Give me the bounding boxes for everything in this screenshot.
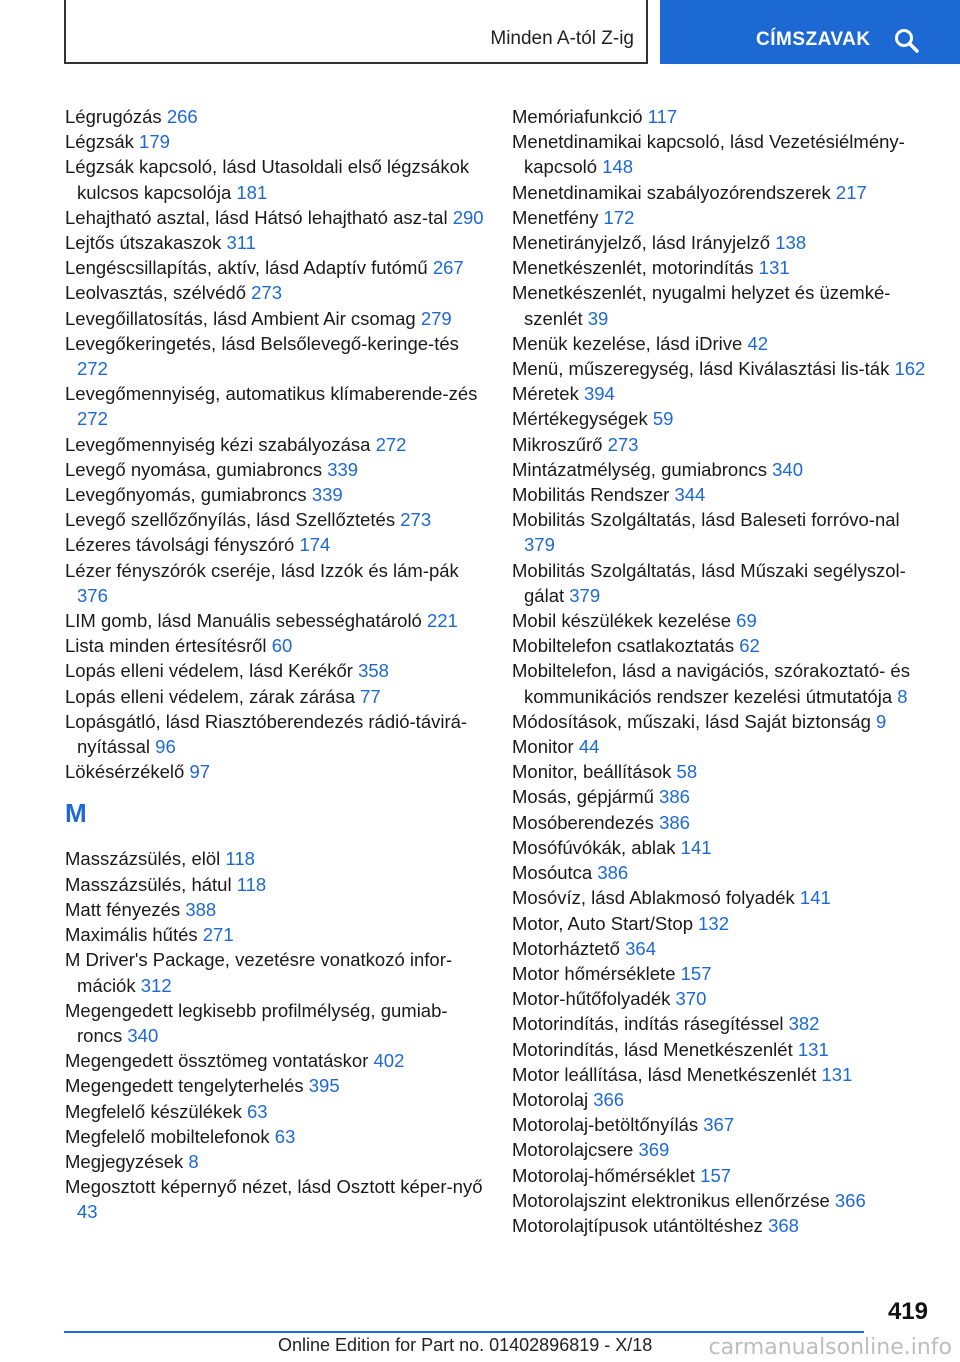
index-entry [512,406,932,431]
index-entry [65,432,485,457]
page-reference-link[interactable]: 266 [166,106,198,127]
page-reference-link[interactable]: 132 [698,912,730,934]
page-reference-link[interactable]: 382 [788,1013,820,1035]
index-entry-text: Mosóutca [512,862,598,884]
index-entry-text: Légzsák kapcsoló, lásd Utasoldali első légzsákok kulcsos kapcsolója [65,156,470,203]
page-reference-link[interactable]: 141 [799,887,831,909]
page-reference-link[interactable]: 221 [426,610,458,632]
page-reference-link[interactable]: 162 [894,358,926,380]
index-entry [512,507,932,557]
index-entry [65,947,485,997]
index-entry [512,1037,932,1062]
index-entry [65,1073,485,1098]
index-entry [512,432,932,457]
page-reference-link[interactable]: 217 [835,181,867,203]
index-entry-text: Motor-hűtőfolyadék [512,988,676,1010]
index-entry [65,633,485,658]
index-entry-text: Menetkészenlét, nyugalmi helyzet és üzemké-szenlét [512,282,891,329]
index-entry-text: Mintázatmélység, gumiabroncs [512,458,773,480]
page-reference-link[interactable]: 8 [188,1150,199,1172]
index-entry-text: Lopás elleni védelem, zárak zárása [65,685,361,707]
index-entry [65,658,485,683]
index-entry [512,1011,932,1036]
page-reference-link[interactable]: 386 [597,862,629,884]
index-entry [65,897,485,922]
index-entry [512,860,932,885]
index-entry-text: Motorolaj-hőmérséklet [512,1164,701,1186]
page-reference-link[interactable]: 117 [647,106,678,127]
page-reference-link[interactable]: 63 [274,1125,296,1147]
index-entry-text: Motor hőmérséklete [512,962,681,984]
page-reference-link[interactable]: 272 [77,408,108,430]
page-reference-link[interactable]: 366 [593,1088,625,1110]
index-entry [65,1099,485,1124]
index-entry [512,1112,932,1137]
index-entry-text: Levegőillatosítás, lásd Ambient Air csomag [65,307,421,329]
page-reference-link[interactable]: 386 [659,811,690,833]
page-reference-link[interactable]: 267 [432,257,464,279]
page-reference-link[interactable]: 44 [578,736,600,758]
index-entry [65,532,485,557]
page-reference-link[interactable]: 273 [251,282,283,304]
index-entry-text: Masszázsülés, hátul [65,873,237,895]
index-entry [512,1213,932,1238]
page-reference-link[interactable]: 157 [680,962,712,984]
index-entry-text: Megfelelő mobiltelefonok [65,1125,275,1147]
index-entry-text: LIM gomb, lásd Manuális sebességhatároló [65,610,427,632]
index-entry-text: Légrugózás [65,106,167,127]
index-entry [65,709,485,759]
index-entry-text: Megengedett legkisebb profilmélység, gumiab-roncs [65,999,448,1046]
index-entry-text: Motorindítás, indítás rásegítéssel [512,1013,789,1035]
page-reference-link[interactable]: 376 [77,584,108,606]
index-entry [512,759,932,784]
index-entry-text: Motorolajcsere [512,1139,639,1161]
index-entry-text: Masszázsülés, elöl [65,848,226,870]
index-entry-text: Légzsák [65,131,140,153]
page-reference-link[interactable]: 62 [739,635,760,657]
page-reference-link[interactable]: 8 [897,685,908,707]
index-entry [65,129,485,154]
index-entry-text: Mosóberendezés [512,811,660,833]
page-reference-link[interactable]: 9 [876,710,887,732]
index-column-right [512,104,932,1238]
page-reference-link[interactable]: 364 [625,937,656,959]
page-reference-link[interactable]: 63 [247,1100,268,1122]
index-entry [65,104,485,129]
page-reference-link[interactable]: 386 [659,786,690,808]
page-reference-link[interactable]: 388 [185,898,217,920]
index-entry-text: Menük kezelése, lásd iDrive [512,332,748,354]
watermark: carmanualsonline.info [708,1335,952,1360]
index-entry [65,331,485,381]
index-entry [65,922,485,947]
page-reference-link[interactable]: 311 [226,232,256,254]
page-reference-link[interactable]: 39 [587,307,609,329]
page-reference-link[interactable]: 339 [311,484,343,506]
page-reference-link[interactable]: 379 [524,534,555,556]
index-entry-text: Motor, Auto Start/Stop [512,912,699,934]
index-entry [512,784,932,809]
index-entry [512,381,932,406]
index-entry-text: Mértékegységek [512,408,653,430]
page-reference-link[interactable]: 131 [797,1038,829,1060]
page-reference-link[interactable]: 369 [638,1139,670,1161]
index-entry [65,684,485,709]
page-reference-link[interactable]: 394 [583,383,615,405]
index-entry [65,1174,485,1224]
index-entry [512,129,932,179]
index-entry-text: Mobiltelefon, lásd a navigációs, szórakoztató- és kommunikációs rendszer kezelési útmutatója [512,660,910,707]
index-entry [512,230,932,255]
index-entry [512,1163,932,1188]
page-reference-link[interactable]: 339 [327,458,359,480]
index-entry-text: Maximális hűtés [65,924,203,946]
page-reference-link[interactable]: 58 [676,761,698,783]
index-entry-text: Lézeres távolsági fényszóró [65,534,300,556]
index-entry [65,846,485,871]
index-entry-text: Mikroszűrő [512,433,608,455]
page-reference-link[interactable]: 272 [77,358,108,380]
index-entry [65,1149,485,1174]
index-entry-text: Menetirányjelző, lásd Irányjelző [512,232,776,254]
index-entry-text: Levegőmennyiség kézi szabályozása [65,433,376,455]
index-entry-text: Mobilitás Szolgáltatás, lásd Műszaki segélyszol-gálat [512,559,906,606]
page-reference-link[interactable]: 340 [127,1024,159,1046]
index-entry [512,331,932,356]
keywords-tab[interactable] [660,0,960,64]
index-entry [65,457,485,482]
page-number: 419 [887,1298,928,1325]
index-entry [512,986,932,1011]
index-entry-text: Lézer fényszórók cseréje, lásd Izzók és lám-pák [65,559,459,581]
page-reference-link[interactable]: 118 [225,848,255,870]
index-entry-text: Mobil készülékek kezelése [512,610,737,632]
page-reference-link[interactable]: 340 [772,458,804,480]
index-entry [65,608,485,633]
index-entry-text: M Driver's Package, vezetésre vonatkozó infor-mációk [65,949,453,996]
index-entry-text: Lehajtható asztal, lásd Hátsó lehajtható asz-tal [65,206,453,228]
index-entry-text: Motorolaj-betöltőnyílás [512,1114,704,1136]
index-entry-text: Módosítások, műszaki, lásd Saját biztonság [512,710,877,732]
index-entry-text: Levegőmennyiség, automatikus klímaberende-zés [65,383,478,405]
index-entry-text: Monitor [512,736,579,758]
page-reference-link[interactable]: 402 [373,1050,405,1072]
page-reference-link[interactable]: 97 [189,761,211,783]
index-list-m-continued [512,104,932,1238]
index-entry [512,835,932,860]
index-entry-text: Menetdinamikai kapcsoló, lásd Vezetésiélmény-kapcsoló [512,131,905,178]
index-column-left [65,104,485,1225]
page-reference-link[interactable]: 43 [77,1201,98,1223]
index-entry-text: Memóriafunkció [512,106,648,127]
index-entry-text: Matt fényezés [65,898,186,920]
index-entry [512,734,932,759]
index-entry [512,104,932,129]
index-entry-text: Lista minden értesítésről [65,635,272,657]
index-entry [65,507,485,532]
page-reference-link[interactable]: 42 [747,332,769,354]
index-entry [512,885,932,910]
index-entry-text: Levegőnyomás, gumiabroncs [65,484,312,506]
index-entry-text: Megengedett össztömeg vontatáskor [65,1050,374,1072]
page-reference-link[interactable]: 118 [236,873,267,895]
index-entry [512,205,932,230]
page-reference-link[interactable]: 279 [420,307,452,329]
index-entry [512,810,932,835]
page-reference-link[interactable]: 395 [308,1075,340,1097]
index-entry [512,1137,932,1162]
index-entry [512,280,932,330]
index-entry-text: Mosófúvókák, ablak [512,836,681,858]
index-entry [65,998,485,1048]
page-reference-link[interactable]: 148 [602,156,634,178]
index-entry [512,1188,932,1213]
index-entry-text: Motorolajtípusok utántöltéshez [512,1214,769,1236]
page-reference-link[interactable]: 344 [674,484,706,506]
index-entry [512,709,932,734]
index-entry [512,961,932,986]
index-entry [512,558,932,608]
keywords-tab-label: CÍMSZAVAK [756,29,871,50]
page-reference-link[interactable]: 157 [700,1164,732,1186]
index-entry-text: Mosóvíz, lásd Ablakmosó folyadék [512,887,800,909]
index-entry-text: Menü, műszeregység, lásd Kiválasztási lis-ták [512,358,895,380]
page-reference-link[interactable]: 179 [139,131,170,153]
index-entry-text: Megfelelő készülékek [65,1100,248,1122]
index-entry-text: Lejtős útszakaszok [65,232,227,254]
page-reference-link[interactable]: 273 [607,433,639,455]
index-entry-text: Lökésérzékelő [65,761,190,783]
page-reference-link[interactable]: 312 [140,974,172,996]
index-entry [512,936,932,961]
index-entry [65,280,485,305]
index-entry-text: Megjegyzések [65,1150,189,1172]
page-reference-link[interactable]: 290 [452,206,484,228]
index-entry [512,911,932,936]
index-entry-text: Megengedett tengelyterhelés [65,1075,309,1097]
index-entry-text: Leolvasztás, szélvédő [65,282,252,304]
page-reference-link[interactable]: 77 [360,685,381,707]
page-reference-link[interactable]: 271 [202,924,234,946]
index-entry-text: Mosás, gépjármű [512,786,660,808]
index-entry-text: Motorolajszint elektronikus ellenőrzése [512,1189,835,1211]
index-entry [512,356,932,381]
index-list-m [65,846,485,1224]
letter-heading: M [65,798,87,829]
index-entry [65,558,485,608]
index-entry [65,482,485,507]
page-reference-link[interactable]: 368 [768,1214,799,1236]
page-reference-link[interactable]: 366 [834,1189,866,1211]
page-reference-link[interactable]: 358 [358,660,389,682]
page-reference-link[interactable]: 138 [775,232,807,254]
index-entry [512,255,932,280]
chapter-title: Minden A-tól Z-ig [490,28,634,49]
index-entry-text: Motor leállítása, lásd Menetkészenlét [512,1063,822,1085]
index-entry [65,381,485,431]
index-entry-text: Mobilitás Rendszer [512,484,675,506]
index-entry [65,255,485,280]
page-reference-link[interactable]: 379 [569,584,601,606]
index-entry-text: Menetkészenlét, motorindítás [512,257,759,279]
page-reference-link[interactable]: 273 [400,509,432,531]
index-entry-text: Méretek [512,383,584,405]
index-entry [512,457,932,482]
index-entry [65,154,485,204]
page-reference-link[interactable]: 131 [821,1063,853,1085]
index-entry-text: Mobiltelefon csatlakoztatás [512,635,740,657]
index-entry-text: Menetdinamikai szabályozórendszerek [512,181,836,203]
index-entry [65,205,485,230]
index-entry-text: Monitor, beállítások [512,761,677,783]
index-entry [512,1087,932,1112]
page-reference-link[interactable]: 367 [703,1114,735,1136]
index-entry [512,608,932,633]
index-list-l [65,104,485,784]
page-reference-link[interactable]: 174 [299,534,331,556]
page-reference-link[interactable]: 181 [236,181,268,203]
index-entry [512,1062,932,1087]
index-entry-text: Levegőkeringetés, lásd Belsőlevegő-keringe-tés [65,332,459,354]
edition-text: Online Edition for Part no. 01402896819 - X/18 [278,1335,653,1355]
index-entry-text: Lopás elleni védelem, lásd Kerékőr [65,660,359,682]
index-entry [65,872,485,897]
page-reference-link[interactable]: 59 [652,408,674,430]
page-reference-link[interactable]: 69 [736,610,757,632]
index-entry-text: Levegő nyomása, gumiabroncs [65,458,328,480]
index-entry [65,230,485,255]
page-reference-link[interactable]: 141 [680,836,712,858]
page-reference-link[interactable]: 60 [271,635,293,657]
index-entry [512,633,932,658]
index-entry [512,482,932,507]
footer-rule [64,1331,864,1333]
index-entry [65,1124,485,1149]
index-entry-text: Motorolaj [512,1088,594,1110]
index-entry-text: Menetfény [512,206,604,228]
index-entry [65,306,485,331]
index-entry-text: Lengéscsillapítás, aktív, lásd Adaptív futómű [65,257,433,279]
index-entry-text: Lopásgátló, lásd Riasztóberendezés rádió-távirá-nyítással [65,710,468,758]
page-reference-link[interactable]: 370 [675,988,707,1010]
page-reference-link[interactable]: 172 [603,206,635,228]
index-entry-text: Megosztott képernyő nézet, lásd Osztott képer-nyő [65,1176,483,1198]
index-entry [512,658,932,708]
index-entry-text: Motorindítás, lásd Menetkészenlét [512,1038,798,1060]
index-entry [65,759,485,784]
page-reference-link[interactable]: 272 [375,433,407,455]
page-reference-link[interactable]: 131 [758,257,790,279]
index-entry [65,1048,485,1073]
search-icon[interactable] [894,28,920,54]
index-entry-text: Mobilitás Szolgáltatás, lásd Baleseti forróvo-nal [512,509,900,531]
page-reference-link[interactable]: 96 [155,736,176,758]
index-entry-text: Motorháztető [512,937,626,959]
index-entry [512,180,932,205]
index-entry-text: Levegő szellőzőnyílás, lásd Szellőztetés [65,509,401,531]
